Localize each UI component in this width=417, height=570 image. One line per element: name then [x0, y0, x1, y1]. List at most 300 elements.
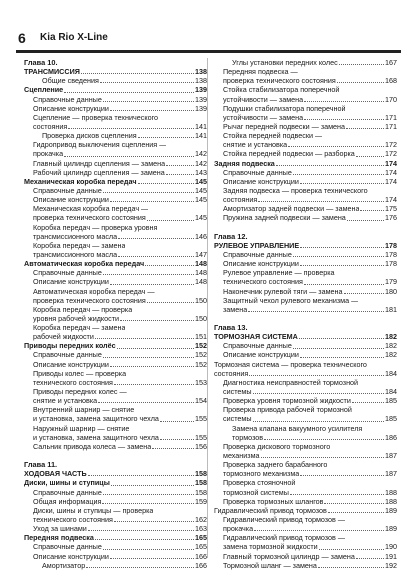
toc-page-number: 179: [385, 277, 397, 287]
toc-entry-title: Справочные данные: [223, 249, 292, 259]
toc-entry-continued: [24, 113, 207, 122]
toc-entry-title: ТРАНСМИССИЯ: [24, 67, 80, 77]
toc-entry-title: ТОРМОЗНАЯ СИСТЕМА: [214, 332, 298, 342]
toc-entry-continued: [24, 140, 207, 149]
toc-leader-dots: [360, 210, 384, 211]
toc-entry: [214, 552, 397, 561]
toc-leader-dots: [114, 384, 194, 385]
toc-entry-title: Глава 13.: [214, 323, 248, 333]
toc-leader-dots: [337, 82, 384, 83]
toc-entry-continued: [214, 460, 397, 469]
toc-entry: [214, 387, 397, 396]
toc-entry-title: Глава 10.: [24, 58, 58, 67]
toc-page-number: 188: [385, 496, 397, 506]
toc-page-number: 148: [195, 259, 207, 269]
toc-page-number: 170: [385, 94, 397, 104]
toc-entry: [214, 113, 397, 122]
toc-entry: [214, 351, 397, 360]
toc-entry: [214, 149, 397, 158]
toc-leader-dots: [253, 393, 384, 394]
toc-entry-title: системы: [223, 414, 252, 424]
toc-entry: [24, 186, 207, 195]
toc-entry-title: Рулевое управление — проверка: [223, 268, 335, 278]
toc-leader-dots: [111, 485, 194, 486]
toc-entry-title: Задняя подвеска: [214, 158, 275, 168]
toc-entry: [214, 433, 397, 442]
toc-entry-title: проверка технического состояния: [223, 76, 336, 86]
toc-leader-dots: [248, 311, 384, 312]
toc-page-number: 145: [195, 185, 207, 195]
toc-entry: [24, 177, 207, 186]
toc-entry: [24, 213, 207, 222]
toc-page-number: 172: [385, 149, 397, 159]
toc-entry-title: Передняя подвеска —: [223, 67, 298, 77]
toc-page-number: 150: [195, 313, 207, 323]
toc-leader-dots: [293, 348, 384, 349]
toc-entry-continued: [214, 67, 397, 76]
toc-entry-continued: [24, 323, 207, 332]
chapter-label: [214, 323, 397, 332]
toc-leader-dots: [118, 256, 194, 257]
toc-leader-dots: [88, 475, 194, 476]
toc-leader-dots: [299, 338, 384, 339]
toc-entry: [24, 469, 207, 478]
toc-page-number: 152: [195, 341, 207, 351]
toc-page-number: 176: [385, 213, 397, 223]
toc-page-number: 178: [385, 259, 397, 269]
toc-entry: [24, 351, 207, 360]
toc-page-number: 150: [195, 295, 207, 305]
toc-entry-title: Главный тормозной цилиндр — замена: [223, 551, 355, 561]
toc-page-number: 154: [195, 396, 207, 406]
toc-entry-title: тормозного механизма: [223, 469, 300, 479]
toc-entry: [24, 341, 207, 350]
toc-entry: [24, 515, 207, 524]
toc-page-number: 192: [385, 560, 397, 570]
toc-page-number: 166: [195, 560, 207, 570]
toc-leader-dots: [110, 558, 194, 559]
toc-page-number: 152: [195, 359, 207, 369]
toc-page-number: 178: [385, 249, 397, 259]
toc-entry-title: Уход за шинами: [33, 524, 87, 534]
toc-page-number: 151: [195, 332, 207, 342]
toc-leader-dots: [95, 338, 194, 339]
toc-entry: [24, 85, 207, 94]
toc-entry-title: Диски, шины и ступицы — проверка: [33, 505, 154, 515]
toc-leader-dots: [95, 539, 194, 540]
toc-page-number: 181: [385, 304, 397, 314]
toc-leader-dots: [117, 348, 194, 349]
toc-entry-title: Механическая коробка передач —: [33, 204, 149, 214]
toc-leader-dots: [145, 265, 194, 266]
toc-entry-title: устойчивости — замена: [223, 94, 304, 104]
toc-page-number: 145: [195, 176, 207, 186]
toc-page-number: 185: [385, 396, 397, 406]
toc-entry-continued: [214, 378, 397, 387]
toc-leader-dots: [103, 192, 194, 193]
toc-page-number: 178: [385, 240, 397, 250]
toc-entry: [24, 524, 207, 533]
toc-leader-dots: [110, 366, 194, 367]
toc-entry: [214, 414, 397, 423]
toc-entry-title: Справочные данные: [33, 268, 102, 278]
toc-gap: [24, 451, 207, 460]
toc-entry-continued: [214, 533, 397, 542]
toc-entry-continued: [24, 387, 207, 396]
toc-entry: [24, 277, 207, 286]
toc-entry-continued: [24, 305, 207, 314]
toc-entry-title: Общая информация: [33, 496, 102, 506]
toc-entry-title: Подушки стабилизатора поперечной: [223, 103, 346, 113]
toc-entry-title: Проверка уровня тормозной жидкости: [223, 396, 351, 406]
toc-entry-title: Автоматическая коробка передач —: [33, 286, 155, 296]
toc-leader-dots: [160, 439, 194, 440]
toc-entry-continued: [24, 287, 207, 296]
toc-page-number: 174: [385, 158, 397, 168]
toc-right-column: [214, 58, 397, 570]
toc-leader-dots: [300, 265, 384, 266]
toc-page-number: 158: [195, 469, 207, 479]
toc-entry: [214, 305, 397, 314]
toc-page-number: 184: [385, 368, 397, 378]
toc-entry: [24, 332, 207, 341]
toc-leader-dots: [81, 73, 194, 74]
toc-entry-title: Стойка передней подвески —: [223, 131, 323, 141]
toc-entry-title: и установка, замена защитного чехла: [33, 432, 159, 442]
toc-entry-title: Проверка стояночной: [223, 478, 296, 488]
toc-entry: [24, 268, 207, 277]
toc-entry-title: Описание конструкции: [33, 551, 109, 561]
toc-page-number: 141: [195, 131, 207, 141]
chapter-label: [24, 460, 207, 469]
toc-entry-title: Справочные данные: [33, 185, 102, 195]
toc-entry-title: Углы установки передних колес: [232, 58, 338, 67]
toc-entry: [214, 287, 397, 296]
toc-leader-dots: [288, 146, 384, 147]
toc-page-number: 184: [385, 387, 397, 397]
toc-page-number: 165: [195, 533, 207, 543]
toc-entry-title: снятие и установка: [33, 396, 98, 406]
toc-entry-title: Амортизатор: [42, 560, 86, 570]
toc-entry-title: Глава 12.: [214, 231, 248, 241]
toc-entry-title: Тормозная система — проверка технического: [214, 359, 367, 369]
toc-page-number: 148: [195, 277, 207, 287]
toc-entry: [214, 259, 397, 268]
toc-leader-dots: [120, 320, 194, 321]
toc-entry-title: трансмиссионного масла: [33, 231, 118, 241]
book-title: Kia Rio X-Line: [40, 32, 108, 43]
toc-entry: [24, 433, 207, 442]
toc-entry: [24, 497, 207, 506]
toc-entry-title: прокачка: [223, 524, 254, 534]
toc-leader-dots: [300, 183, 384, 184]
toc-entry: [214, 58, 397, 67]
toc-entry-title: РУЛЕВОЕ УПРАВЛЕНИЕ: [214, 240, 300, 250]
toc-entry: [214, 177, 397, 186]
toc-leader-dots: [339, 64, 384, 65]
toc-entry: [214, 159, 397, 168]
toc-entry-title: Сцепление: [24, 85, 64, 95]
toc-entry-title: замена тормозной жидкости: [223, 542, 318, 552]
toc-entry-title: Наконечник рулевой тяги — замена: [223, 286, 343, 296]
toc-page-number: 185: [385, 414, 397, 424]
toc-entry-continued: [214, 104, 397, 113]
toc-entry-title: технического состояния: [33, 515, 113, 525]
page-header: [0, 0, 417, 54]
toc-entry-title: Защитный чехол рулевого механизма —: [223, 295, 359, 305]
toc-entry-title: проверка технического состояния: [33, 213, 146, 223]
toc-leader-dots: [328, 512, 384, 513]
toc-entry-title: технического состояния: [33, 377, 113, 387]
toc-entry-title: Справочные данные: [223, 341, 292, 351]
toc-entry-title: уровня рабочей жидкости: [33, 313, 120, 323]
column-divider: [207, 58, 208, 558]
toc-gap: [214, 223, 397, 232]
toc-entry: [214, 369, 397, 378]
toc-entry-title: Проверка заднего барабанного: [223, 460, 328, 470]
toc-entry-title: устойчивости — замена: [223, 112, 304, 122]
toc-page-number: 180: [385, 286, 397, 296]
toc-leader-dots: [147, 220, 194, 221]
toc-page-number: 153: [195, 377, 207, 387]
toc-entry: [24, 122, 207, 131]
toc-entry: [24, 195, 207, 204]
toc-page-number: 158: [195, 478, 207, 488]
toc-entry-continued: [214, 268, 397, 277]
toc-page-number: 142: [195, 158, 207, 168]
toc-leader-dots: [86, 567, 194, 568]
toc-entry-continued: [214, 442, 397, 451]
toc-entry-title: Проверка дисков сцепления: [42, 131, 137, 141]
toc-leader-dots: [304, 284, 384, 285]
toc-entry-title: Описание конструкции: [33, 359, 109, 369]
toc-entry: [24, 442, 207, 451]
toc-entry-continued: [24, 506, 207, 515]
toc-entry-title: Гидравлический привод тормозов —: [223, 533, 346, 543]
toc-leader-dots: [254, 530, 384, 531]
toc-entry: [24, 67, 207, 76]
toc-page-number: 166: [195, 551, 207, 561]
toc-entry: [24, 259, 207, 268]
toc-entry: [214, 469, 397, 478]
toc-entry: [24, 396, 207, 405]
toc-leader-dots: [110, 284, 194, 285]
toc-page-number: 175: [385, 204, 397, 214]
toc-entry-title: Приводы колес — проверка: [33, 368, 127, 378]
toc-entry: [214, 122, 397, 131]
toc-entry-title: Тормозной шланг — замена: [223, 560, 317, 570]
toc-gap: [214, 314, 397, 323]
toc-entry-title: Общие сведения: [42, 76, 99, 86]
toc-entry-title: Сальник привода колеса — замена: [33, 441, 152, 451]
toc-entry-title: Справочные данные: [223, 167, 292, 177]
toc-page-number: 145: [195, 213, 207, 223]
toc-entry-title: Гидравлический привод тормозов —: [223, 515, 346, 525]
chapter-label: [24, 58, 207, 67]
toc-page-number: 171: [385, 121, 397, 131]
toc-entry-title: Рычаг передней подвески — замена: [223, 121, 346, 131]
toc-leader-dots: [88, 530, 194, 531]
toc-leader-dots: [118, 238, 194, 239]
toc-leader-dots: [304, 101, 384, 102]
toc-entry-continued: [24, 369, 207, 378]
toc-leader-dots: [103, 494, 194, 495]
toc-entry: [214, 95, 397, 104]
toc-entry: [214, 332, 397, 341]
toc-entry: [24, 314, 207, 323]
toc-page-number: 145: [195, 195, 207, 205]
toc-entry: [214, 85, 397, 94]
toc-page-number: 163: [195, 524, 207, 534]
toc-entry-continued: [24, 405, 207, 414]
toc-entry: [214, 213, 397, 222]
toc-entry-title: Внутренний шарнир — снятие: [33, 405, 135, 415]
toc-leader-dots: [138, 137, 194, 138]
toc-entry-title: Приводы передних колес —: [33, 387, 127, 397]
toc-entry-continued: [24, 204, 207, 213]
toc-entry-continued: [214, 424, 397, 433]
toc-page-number: 189: [385, 505, 397, 515]
toc-page-number: 142: [195, 149, 207, 159]
toc-entry: [214, 195, 397, 204]
toc-entry: [24, 131, 207, 140]
toc-entry-title: состояния: [214, 368, 249, 378]
toc-leader-dots: [103, 357, 194, 358]
toc-entry-title: Глава 11.: [24, 460, 58, 470]
toc-leader-dots: [253, 421, 384, 422]
toc-leader-dots: [166, 165, 194, 166]
toc-entry-title: Справочные данные: [33, 94, 102, 104]
toc-page-number: 138: [195, 67, 207, 77]
toc-page-number: 182: [385, 341, 397, 351]
toc-entry: [214, 140, 397, 149]
toc-entry-continued: [214, 186, 397, 195]
toc-leader-dots: [352, 402, 384, 403]
toc-entry-title: Проверка дискового тормозного: [223, 441, 331, 451]
toc-leader-dots: [160, 421, 194, 422]
toc-entry: [24, 232, 207, 241]
toc-entry-title: Проверка тормозных шлангов: [223, 496, 324, 506]
toc-entry: [24, 250, 207, 259]
toc-entry: [214, 488, 397, 497]
toc-leader-dots: [300, 475, 384, 476]
toc-page-number: 159: [195, 496, 207, 506]
toc-leader-dots: [300, 357, 384, 358]
toc-entry: [214, 497, 397, 506]
toc-leader-dots: [98, 402, 194, 403]
toc-entry: [214, 506, 397, 515]
toc-entry: [24, 378, 207, 387]
toc-entry: [24, 552, 207, 561]
toc-page-number: 138: [195, 76, 207, 86]
toc-leader-dots: [293, 174, 384, 175]
page-number: 6: [18, 30, 26, 46]
toc-entry: [214, 451, 397, 460]
toc-entry-title: Диагностика неисправностей тормозной: [223, 377, 359, 387]
toc-entry-title: Описание конструкции: [33, 103, 109, 113]
toc-leader-dots: [293, 256, 384, 257]
toc-leader-dots: [290, 494, 384, 495]
toc-entry-title: трансмиссионного масла: [33, 249, 118, 259]
toc-entry-title: Стойка стабилизатора поперечной: [223, 85, 340, 95]
toc-entry-title: и установка, замена защитного чехла: [33, 414, 159, 424]
toc-entry: [214, 542, 397, 551]
toc-page-number: 156: [195, 441, 207, 451]
toc-leader-dots: [324, 503, 384, 504]
toc-entry-title: Рабочий цилиндр сцепления — замена: [33, 167, 165, 177]
toc-leader-dots: [110, 110, 194, 111]
toc-page-number: 191: [385, 551, 397, 561]
toc-leader-dots: [114, 521, 194, 522]
toc-entry-title: Описание конструкции: [223, 259, 299, 269]
toc-page-number: 188: [385, 487, 397, 497]
toc-entry: [24, 414, 207, 423]
toc-entry-title: Механическая коробка передач: [24, 176, 137, 186]
toc-entry-title: тормозной системы: [223, 487, 289, 497]
toc-page-number: 141: [195, 121, 207, 131]
toc-entry-title: Главный цилиндр сцепления — замена: [33, 158, 166, 168]
toc-entry: [24, 488, 207, 497]
toc-leader-dots: [258, 201, 384, 202]
toc-page-number: 162: [195, 515, 207, 525]
toc-leader-dots: [110, 201, 194, 202]
toc-entry: [214, 241, 397, 250]
toc-entry-title: состояния: [223, 195, 258, 205]
toc-page-number: 187: [385, 451, 397, 461]
toc-leader-dots: [356, 558, 384, 559]
toc-entry-continued: [214, 405, 397, 414]
toc-entry-title: системы: [223, 387, 252, 397]
toc-entry-title: Коробка передач — проверка уровня: [33, 222, 158, 232]
toc-entry-title: снятие и установка: [223, 140, 288, 150]
toc-entry: [214, 341, 397, 350]
toc-entry-continued: [24, 223, 207, 232]
toc-leader-dots: [346, 128, 384, 129]
toc-entry-title: Коробка передач — проверка: [33, 304, 133, 314]
toc-leader-dots: [103, 549, 194, 550]
toc-entry: [24, 296, 207, 305]
toc-leader-dots: [264, 439, 384, 440]
toc-entry-title: Описание конструкции: [33, 277, 109, 287]
toc-entry-continued: [214, 131, 397, 140]
toc-entry-title: технического состояния: [223, 277, 303, 287]
toc-leader-dots: [64, 92, 194, 93]
toc-entry: [214, 561, 397, 570]
chapter-label: [214, 232, 397, 241]
toc-entry-title: Описание конструкции: [223, 176, 299, 186]
toc-entry-title: Справочные данные: [33, 350, 102, 360]
toc-page-number: 190: [385, 542, 397, 552]
toc-page-number: 174: [385, 176, 397, 186]
toc-page-number: 174: [385, 195, 397, 205]
toc-entry: [214, 250, 397, 259]
toc-page-number: 171: [385, 112, 397, 122]
toc-entry-title: Гидравлический привод тормозов: [214, 505, 327, 515]
toc-entry: [24, 561, 207, 570]
toc-entry: [24, 104, 207, 113]
toc-entry: [214, 396, 397, 405]
toc-entry: [24, 76, 207, 85]
toc-entry-continued: [24, 424, 207, 433]
toc-entry: [214, 204, 397, 213]
toc-entry: [214, 168, 397, 177]
toc-leader-dots: [356, 156, 384, 157]
toc-page-number: 158: [195, 487, 207, 497]
toc-entry-title: состояния: [33, 121, 68, 131]
toc-entry: [24, 149, 207, 158]
toc-page-number: 189: [385, 524, 397, 534]
toc-leader-dots: [347, 220, 384, 221]
